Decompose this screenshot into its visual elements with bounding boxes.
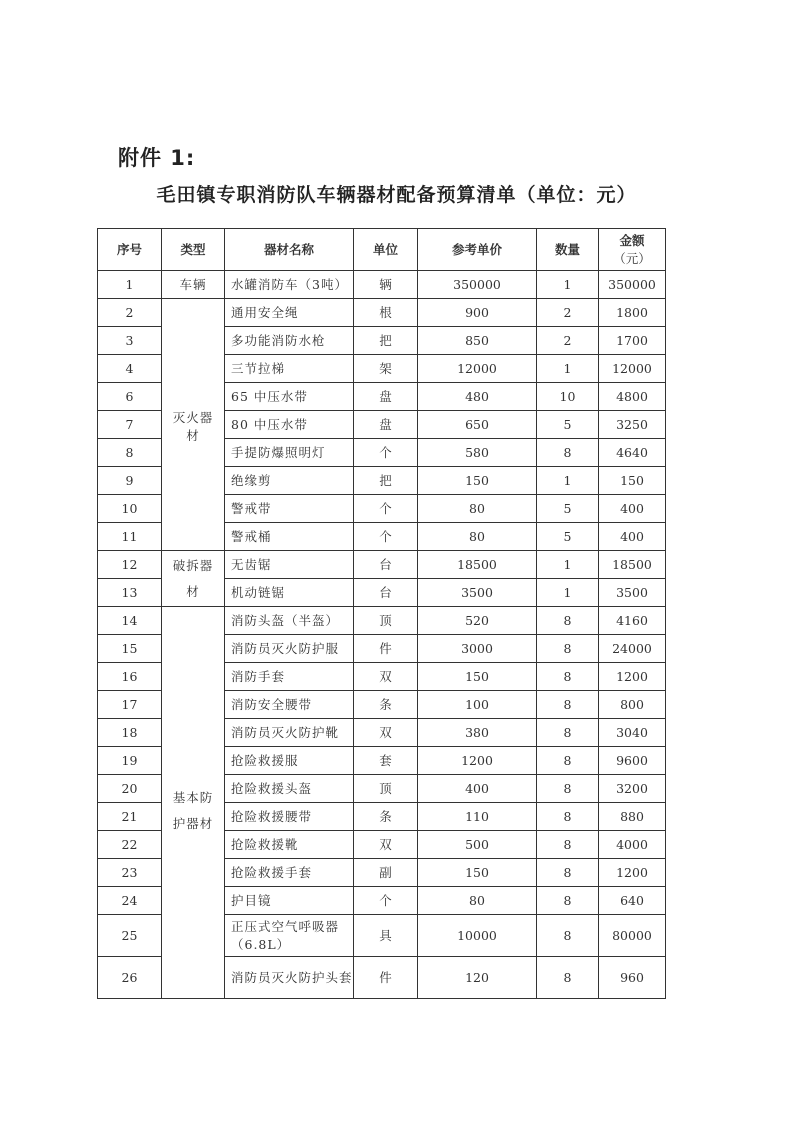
cell-price: 80 <box>418 495 537 523</box>
cell-unit: 具 <box>354 915 418 957</box>
cell-no: 7 <box>98 411 162 439</box>
cell-unit: 条 <box>354 803 418 831</box>
cell-amount: 4800 <box>599 383 666 411</box>
cell-no: 22 <box>98 831 162 859</box>
cell-unit: 双 <box>354 719 418 747</box>
cell-unit: 套 <box>354 747 418 775</box>
cell-unit: 副 <box>354 859 418 887</box>
cell-unit: 顶 <box>354 775 418 803</box>
cell-no: 23 <box>98 859 162 887</box>
table-row <box>98 271 666 299</box>
cell-amount: 640 <box>599 887 666 915</box>
cell-unit: 双 <box>354 831 418 859</box>
cell-price: 520 <box>418 607 537 635</box>
header-unit: 单位 <box>354 229 418 271</box>
cell-qty: 5 <box>537 495 599 523</box>
cell-amount: 880 <box>599 803 666 831</box>
cell-price: 150 <box>418 467 537 495</box>
cell-no: 2 <box>98 299 162 327</box>
cell-qty: 8 <box>537 957 599 999</box>
cell-unit: 根 <box>354 299 418 327</box>
cell-qty: 1 <box>537 271 599 299</box>
cell-price: 400 <box>418 775 537 803</box>
cell-unit: 件 <box>354 957 418 999</box>
cell-price: 80 <box>418 523 537 551</box>
cell-no: 1 <box>98 271 162 299</box>
cell-name: 通用安全绳 <box>225 299 354 327</box>
cell-price: 3000 <box>418 635 537 663</box>
table-header-row <box>98 229 666 271</box>
cell-name: 手提防爆照明灯 <box>225 439 354 467</box>
cell-amount: 12000 <box>599 355 666 383</box>
cell-unit: 顶 <box>354 607 418 635</box>
cell-qty: 8 <box>537 439 599 467</box>
header-no: 序号 <box>98 229 162 271</box>
cell-name: 消防手套 <box>225 663 354 691</box>
attachment-label: 附件 1: <box>118 146 196 170</box>
cell-unit: 把 <box>354 327 418 355</box>
cell-amount: 3200 <box>599 775 666 803</box>
cell-no: 3 <box>98 327 162 355</box>
cell-unit: 个 <box>354 523 418 551</box>
header-amount-line2: （元） <box>613 250 651 266</box>
cell-name: 抢险救援腰带 <box>225 803 354 831</box>
cell-unit: 把 <box>354 467 418 495</box>
cell-no: 8 <box>98 439 162 467</box>
cell-unit: 盘 <box>354 383 418 411</box>
cell-unit: 盘 <box>354 411 418 439</box>
cell-no: 4 <box>98 355 162 383</box>
cell-no: 10 <box>98 495 162 523</box>
cell-no: 6 <box>98 383 162 411</box>
cell-price: 650 <box>418 411 537 439</box>
cell-amount: 9600 <box>599 747 666 775</box>
cell-unit: 件 <box>354 635 418 663</box>
cell-amount: 4640 <box>599 439 666 467</box>
cell-name: 消防员灭火防护靴 <box>225 719 354 747</box>
cell-amount: 24000 <box>599 635 666 663</box>
cell-price: 350000 <box>418 271 537 299</box>
cell-qty: 2 <box>537 327 599 355</box>
cell-price: 150 <box>418 663 537 691</box>
cell-price: 900 <box>418 299 537 327</box>
cell-name: 水罐消防车（3吨） <box>225 271 354 299</box>
cell-unit: 辆 <box>354 271 418 299</box>
cell-name: 消防安全腰带 <box>225 691 354 719</box>
cell-qty: 10 <box>537 383 599 411</box>
cell-no: 13 <box>98 579 162 607</box>
cell-amount: 1800 <box>599 299 666 327</box>
cell-no: 25 <box>98 915 162 957</box>
cell-name: 65 中压水带 <box>225 383 354 411</box>
table-row <box>98 299 666 327</box>
cell-price: 120 <box>418 957 537 999</box>
cell-amount: 3500 <box>599 579 666 607</box>
cell-name: 机动链锯 <box>225 579 354 607</box>
cell-no: 18 <box>98 719 162 747</box>
cell-no: 17 <box>98 691 162 719</box>
cell-name: 绝缘剪 <box>225 467 354 495</box>
cell-no: 14 <box>98 607 162 635</box>
cell-no: 16 <box>98 663 162 691</box>
cell-amount: 80000 <box>599 915 666 957</box>
budget-table <box>97 228 666 999</box>
cell-price: 10000 <box>418 915 537 957</box>
cell-price: 480 <box>418 383 537 411</box>
cell-no: 24 <box>98 887 162 915</box>
header-qty: 数量 <box>537 229 599 271</box>
cell-amount: 150 <box>599 467 666 495</box>
cell-qty: 8 <box>537 831 599 859</box>
cell-qty: 8 <box>537 887 599 915</box>
cell-name: 抢险救援靴 <box>225 831 354 859</box>
cell-qty: 8 <box>537 803 599 831</box>
header-amount <box>599 229 666 271</box>
cell-unit: 条 <box>354 691 418 719</box>
cell-amount: 350000 <box>599 271 666 299</box>
cell-name: 正压式空气呼吸器（6.8L） <box>225 915 354 957</box>
cell-amount: 4160 <box>599 607 666 635</box>
cell-amount: 3250 <box>599 411 666 439</box>
cell-no: 20 <box>98 775 162 803</box>
cell-no: 19 <box>98 747 162 775</box>
table-row <box>98 607 666 635</box>
cell-price: 18500 <box>418 551 537 579</box>
cell-qty: 8 <box>537 915 599 957</box>
cell-qty: 8 <box>537 747 599 775</box>
cell-qty: 8 <box>537 775 599 803</box>
cell-no: 12 <box>98 551 162 579</box>
cell-name: 80 中压水带 <box>225 411 354 439</box>
cell-unit: 台 <box>354 551 418 579</box>
cell-price: 110 <box>418 803 537 831</box>
cell-price: 100 <box>418 691 537 719</box>
cell-amount: 960 <box>599 957 666 999</box>
cell-qty: 8 <box>537 663 599 691</box>
cell-unit: 双 <box>354 663 418 691</box>
cell-price: 12000 <box>418 355 537 383</box>
cell-name: 无齿锯 <box>225 551 354 579</box>
cell-unit: 台 <box>354 579 418 607</box>
cell-price: 3500 <box>418 579 537 607</box>
cell-name: 三节拉梯 <box>225 355 354 383</box>
cell-qty: 8 <box>537 719 599 747</box>
cell-unit: 个 <box>354 439 418 467</box>
cell-no: 11 <box>98 523 162 551</box>
cell-type-firefighting: 灭火器材 <box>162 299 225 551</box>
cell-price: 500 <box>418 831 537 859</box>
cell-qty: 1 <box>537 579 599 607</box>
cell-name: 抢险救援头盔 <box>225 775 354 803</box>
cell-name: 消防员灭火防护头套 <box>225 957 354 999</box>
header-name: 器材名称 <box>225 229 354 271</box>
cell-name: 护目镜 <box>225 887 354 915</box>
cell-qty: 8 <box>537 859 599 887</box>
cell-qty: 8 <box>537 607 599 635</box>
cell-no: 9 <box>98 467 162 495</box>
cell-amount: 3040 <box>599 719 666 747</box>
cell-name: 消防员灭火防护服 <box>225 635 354 663</box>
cell-type-demolition: 破拆器材 <box>162 551 225 607</box>
cell-qty: 8 <box>537 635 599 663</box>
cell-qty: 5 <box>537 523 599 551</box>
cell-price: 380 <box>418 719 537 747</box>
cell-price: 580 <box>418 439 537 467</box>
cell-qty: 1 <box>537 355 599 383</box>
cell-name: 抢险救援服 <box>225 747 354 775</box>
header-amount-line1: 金额 <box>619 232 645 248</box>
table-row <box>98 551 666 579</box>
cell-qty: 8 <box>537 691 599 719</box>
cell-amount: 4000 <box>599 831 666 859</box>
cell-name: 多功能消防水枪 <box>225 327 354 355</box>
cell-name: 抢险救援手套 <box>225 859 354 887</box>
cell-amount: 800 <box>599 691 666 719</box>
cell-qty: 5 <box>537 411 599 439</box>
cell-no: 26 <box>98 957 162 999</box>
document-title: 毛田镇专职消防队车辆器材配备预算清单（单位：元） <box>156 184 637 206</box>
cell-amount: 400 <box>599 523 666 551</box>
cell-price: 150 <box>418 859 537 887</box>
cell-price: 80 <box>418 887 537 915</box>
cell-qty: 2 <box>537 299 599 327</box>
cell-type-protection: 基本防护器材 <box>162 607 225 999</box>
cell-unit: 个 <box>354 495 418 523</box>
cell-unit: 架 <box>354 355 418 383</box>
cell-name: 消防头盔（半盔） <box>225 607 354 635</box>
cell-no: 21 <box>98 803 162 831</box>
cell-name: 警戒桶 <box>225 523 354 551</box>
cell-amount: 18500 <box>599 551 666 579</box>
cell-price: 850 <box>418 327 537 355</box>
cell-qty: 1 <box>537 551 599 579</box>
header-type: 类型 <box>162 229 225 271</box>
cell-no: 15 <box>98 635 162 663</box>
cell-name: 警戒带 <box>225 495 354 523</box>
cell-unit: 个 <box>354 887 418 915</box>
cell-amount: 400 <box>599 495 666 523</box>
cell-amount: 1200 <box>599 859 666 887</box>
cell-amount: 1700 <box>599 327 666 355</box>
cell-amount: 1200 <box>599 663 666 691</box>
cell-price: 1200 <box>418 747 537 775</box>
header-price: 参考单价 <box>418 229 537 271</box>
cell-qty: 1 <box>537 467 599 495</box>
cell-type-vehicle: 车辆 <box>162 271 225 299</box>
